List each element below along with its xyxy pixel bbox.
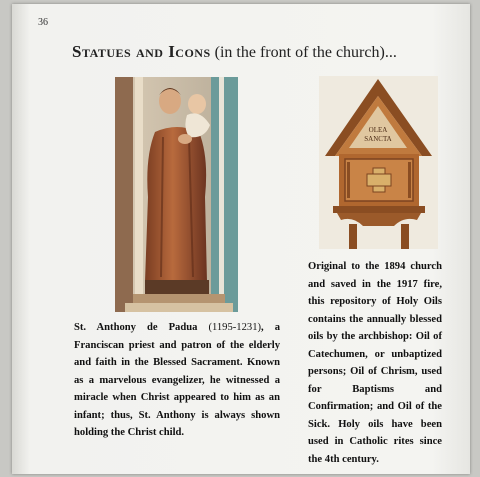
st-anthony-statue-photo <box>115 77 238 312</box>
st-anthony-name: St. Anthony de Padua <box>74 322 198 333</box>
page-title <box>72 42 472 62</box>
st-anthony-caption <box>74 319 280 442</box>
sign-text-olea: OLEA <box>368 126 388 134</box>
title-rest: (in the front of the church)... <box>210 44 397 61</box>
st-anthony-description: , a Franciscan priest and patron of the elderly and faith in the Blessed Sacrament. Known as a marvelous evangelizer, he witnessed a miracle when Christ appeared to him as an infant; thus, St. Anthony is always shown holding the Christ child. <box>74 322 280 438</box>
st-anthony-dates: (1195-1231) <box>197 322 262 333</box>
page-number: 36 <box>38 17 48 28</box>
book-page <box>12 4 470 474</box>
title-caps: Statues and Icons <box>72 42 211 61</box>
holy-oils-repository-photo <box>319 76 438 249</box>
sign-text-sancta: SANCTA <box>364 135 392 143</box>
holy-oils-caption: Original to the 1894 church and saved in the 1917 fire, this repository of Holy Oils contains the annually blessed oils by the archbishop: Oil of Catechumen, or unbaptized persons; Oil of Chrism, used for Baptisms and Confirmation; and Oil of the Sick. Holy oils have been used in Catholic rites since the 4th century. <box>308 261 442 465</box>
